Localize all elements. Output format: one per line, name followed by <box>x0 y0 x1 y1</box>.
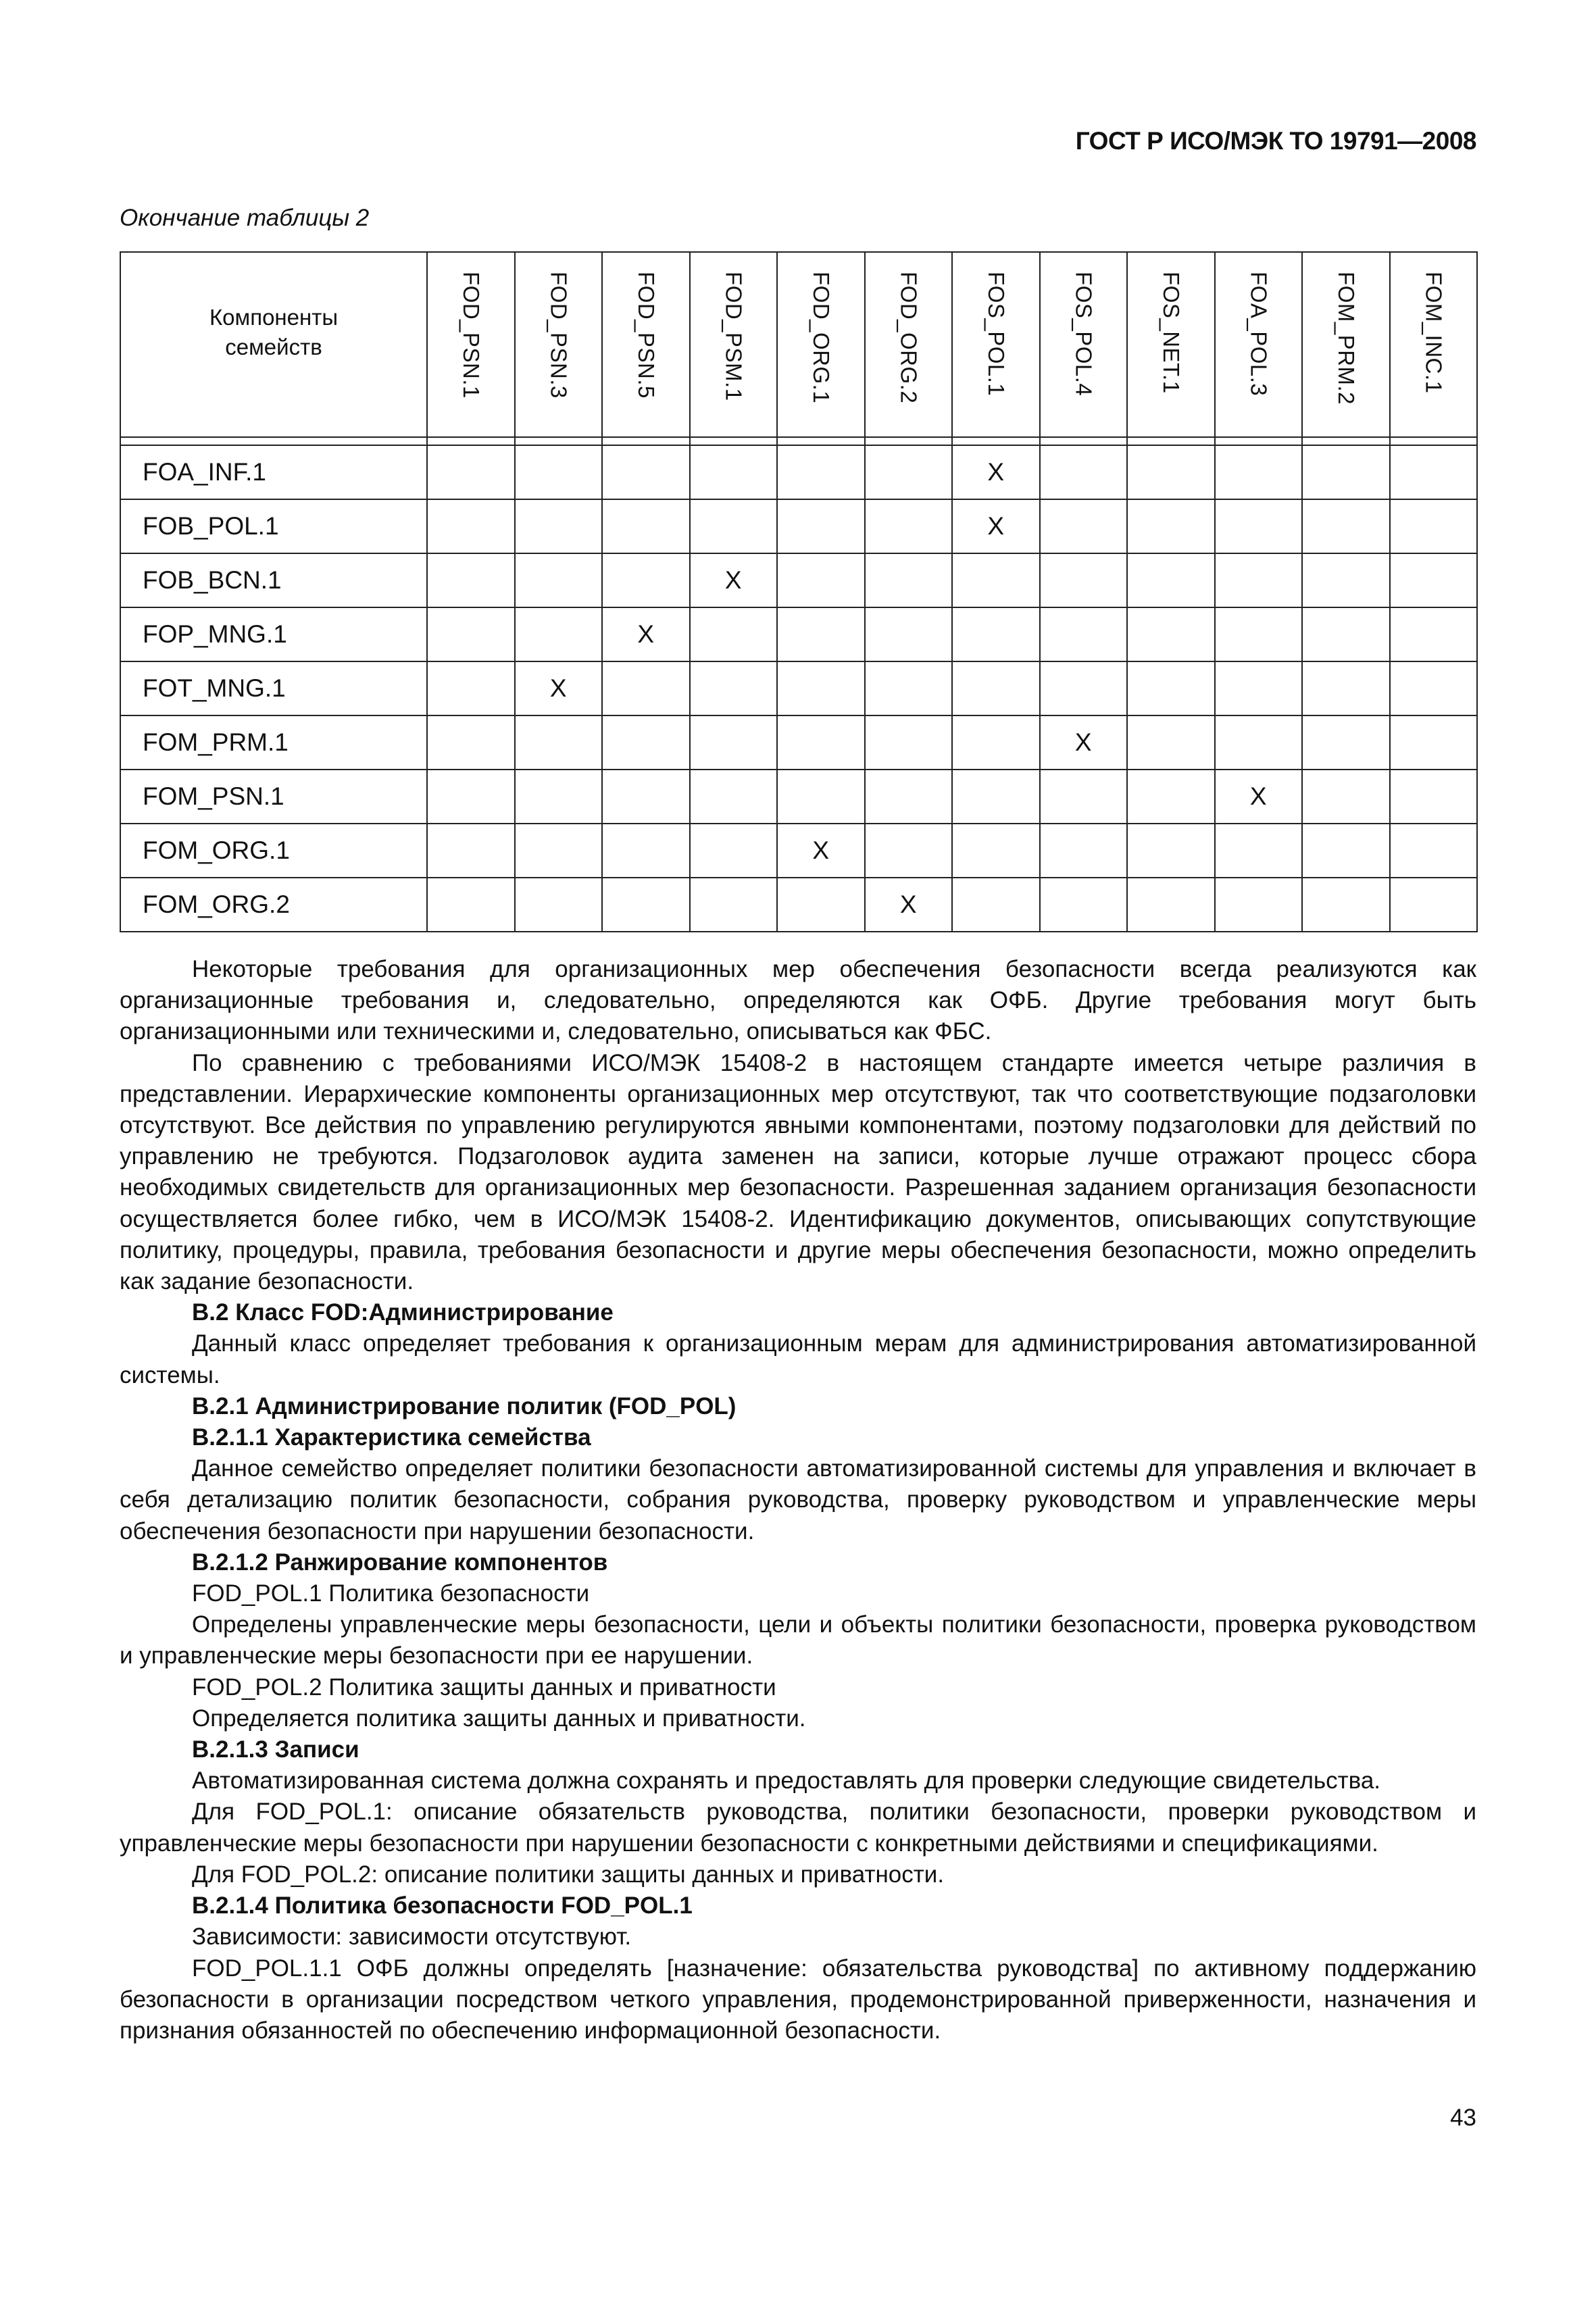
column-header: FOD_ORG.2 <box>865 252 953 437</box>
paragraph: Данное семейство определяет политики безопасности автоматизированной системы для управления и включает в себя детализацию политик безопасности, собрания руководства, проверку руководством и управленческие меры обеспечения безопасности при нарушении безопасности. <box>120 1455 1476 1544</box>
table-cell <box>952 878 1040 932</box>
table-cell <box>865 661 953 715</box>
table-cell <box>1390 607 1478 661</box>
table-cell <box>602 661 690 715</box>
table-cell <box>1302 445 1390 499</box>
table-cell <box>865 715 953 770</box>
section-heading: В.2.1.1 Характеристика семейства <box>192 1424 591 1451</box>
table-cell <box>1390 770 1478 824</box>
table-cell <box>1215 553 1303 607</box>
column-header: FOM_INC.1 <box>1390 252 1478 437</box>
standard-code-header: ГОСТ Р ИСО/МЭК ТО 19791—2008 <box>1075 127 1476 155</box>
table-cell <box>1390 553 1478 607</box>
table-cell <box>1302 499 1390 553</box>
paragraph: Автоматизированная система должна сохранять и предоставлять для проверки следующие свидетельства. <box>192 1767 1381 1794</box>
table-cell <box>1040 499 1128 553</box>
row-label: FOM_ORG.2 <box>120 878 427 932</box>
row-label: FOB_BCN.1 <box>120 553 427 607</box>
table-cell <box>1215 607 1303 661</box>
table-cell <box>427 499 515 553</box>
paragraph: Некоторые требования для организационных мер обеспечения безопасности всегда реализуются как организационные требования и, следовательно, определяются как ОФБ. Другие требования могут быть организационными или техническими и, следовательно, описываться как ФБС. <box>120 956 1476 1045</box>
row-label: FOM_PRM.1 <box>120 715 427 770</box>
table-cell <box>777 878 865 932</box>
table-cell <box>1215 878 1303 932</box>
table-cell <box>690 770 778 824</box>
table-cell <box>427 661 515 715</box>
table-row <box>120 715 1477 770</box>
table-cell <box>515 607 603 661</box>
row-label: FOP_MNG.1 <box>120 607 427 661</box>
table-cell <box>1215 499 1303 553</box>
table-caption: Окончание таблицы 2 <box>120 205 370 231</box>
table-cell <box>1040 607 1128 661</box>
table-cell <box>602 445 690 499</box>
table-cell <box>1302 824 1390 878</box>
table-cell <box>1127 824 1215 878</box>
row-label: FOB_POL.1 <box>120 499 427 553</box>
table-cell <box>1127 770 1215 824</box>
column-header: FOD_PSN.1 <box>427 252 515 437</box>
column-header: FOS_POL.4 <box>1040 252 1128 437</box>
paragraph: Для FOD_POL.2: описание политики защиты данных и приватности. <box>192 1861 945 1888</box>
table-cell <box>865 607 953 661</box>
table-cell <box>952 661 1040 715</box>
table-cell <box>515 824 603 878</box>
table-cell: X <box>602 607 690 661</box>
column-header: FOS_NET.1 <box>1127 252 1215 437</box>
table-cell <box>427 824 515 878</box>
table-row <box>120 553 1477 607</box>
table-cell <box>865 553 953 607</box>
section-heading: В.2.1 Администрирование политик (FOD_POL) <box>192 1392 737 1419</box>
section-heading: В.2.1.4 Политика безопасности FOD_POL.1 <box>192 1892 693 1919</box>
table-row <box>120 661 1477 715</box>
table-cell <box>690 445 778 499</box>
row-label: FOT_MNG.1 <box>120 661 427 715</box>
table-cell <box>777 445 865 499</box>
table-cell <box>427 770 515 824</box>
column-header: FOA_POL.3 <box>1215 252 1303 437</box>
table-cell <box>1215 715 1303 770</box>
table-cell <box>1215 445 1303 499</box>
table-cell <box>427 553 515 607</box>
table-cell <box>1390 661 1478 715</box>
table-cell <box>1127 878 1215 932</box>
table-cell <box>1127 607 1215 661</box>
table-cell: X <box>952 445 1040 499</box>
table-row <box>120 607 1477 661</box>
table-cell <box>952 715 1040 770</box>
table-cell <box>690 878 778 932</box>
table-cell <box>777 553 865 607</box>
table-cell <box>1127 661 1215 715</box>
table-cell <box>690 715 778 770</box>
table-cell: X <box>952 499 1040 553</box>
table-cell <box>865 770 953 824</box>
table-cell <box>1390 878 1478 932</box>
table-cell <box>515 499 603 553</box>
table-cell <box>1390 715 1478 770</box>
table-cell <box>1302 553 1390 607</box>
table-cell <box>1040 553 1128 607</box>
table-cell <box>952 553 1040 607</box>
table-cell <box>1390 499 1478 553</box>
paragraph: Данный класс определяет требования к организационным мерам для администрирования автоматизированной системы. <box>120 1330 1476 1388</box>
table-cell <box>427 715 515 770</box>
table-cell <box>1302 607 1390 661</box>
corner-line: семейств <box>225 334 322 359</box>
table-cell <box>1040 661 1128 715</box>
table-cell <box>602 553 690 607</box>
row-label: FOA_INF.1 <box>120 445 427 499</box>
table-cell <box>602 824 690 878</box>
table-cell <box>1127 715 1215 770</box>
table-cell: X <box>515 661 603 715</box>
paragraph: FOD_POL.1 Политика безопасности <box>192 1580 590 1607</box>
table-cell <box>427 878 515 932</box>
table-cell <box>690 499 778 553</box>
section-heading: В.2.1.2 Ранжирование компонентов <box>192 1549 608 1576</box>
table-cell <box>690 607 778 661</box>
column-header: FOD_PSN.3 <box>515 252 603 437</box>
table-cell <box>1390 824 1478 878</box>
table-row <box>120 770 1477 824</box>
table-cell: X <box>1215 770 1303 824</box>
table-cell <box>952 770 1040 824</box>
table-cell: X <box>1040 715 1128 770</box>
paragraph: Для FOD_POL.1: описание обязательств руководства, политики безопасности, проверки руководством и управленческие меры безопасности при нарушении безопасности с конкретными действиями и спецификациями. <box>120 1799 1476 1857</box>
table-cell <box>777 770 865 824</box>
column-header: FOM_PRM.2 <box>1302 252 1390 437</box>
table-cell <box>1040 445 1128 499</box>
table-row <box>120 824 1477 878</box>
table-cell <box>690 824 778 878</box>
table-cell <box>777 715 865 770</box>
table-cell <box>1302 661 1390 715</box>
column-header: FOD_PSM.1 <box>690 252 778 437</box>
table-header-row <box>120 252 1477 437</box>
table-cell <box>777 607 865 661</box>
paragraph: FOD_POL.1.1 ОФБ должны определять [назначение: обязательства руководства] по активному поддержанию безопасности в организации посредством четкого управления, продемонстрированной приверженности, назначения и признания обязанностей по обеспечению информационной безопасности. <box>120 1955 1476 2044</box>
body-text <box>120 954 1476 2046</box>
table-row <box>120 878 1477 932</box>
table-cell <box>865 445 953 499</box>
table-cell <box>865 824 953 878</box>
components-matrix-table <box>120 251 1478 932</box>
row-label: FOM_ORG.1 <box>120 824 427 878</box>
table-cell <box>515 445 603 499</box>
table-cell <box>690 661 778 715</box>
table-cell <box>602 715 690 770</box>
table-row <box>120 445 1477 499</box>
table-cell <box>1127 445 1215 499</box>
table-cell <box>865 499 953 553</box>
table-cell <box>1390 445 1478 499</box>
table-cell <box>1040 770 1128 824</box>
table-cell <box>515 878 603 932</box>
table-cell <box>1040 878 1128 932</box>
paragraph: Определяется политика защиты данных и приватности. <box>192 1705 806 1732</box>
corner-header <box>120 252 427 437</box>
table-cell <box>515 553 603 607</box>
table-cell <box>952 607 1040 661</box>
column-header: FOD_PSN.5 <box>602 252 690 437</box>
table-body <box>120 445 1477 932</box>
table-cell <box>1215 824 1303 878</box>
table-cell: X <box>777 824 865 878</box>
table-cell: X <box>690 553 778 607</box>
table-cell <box>427 607 515 661</box>
table-row <box>120 499 1477 553</box>
table-cell: X <box>865 878 953 932</box>
section-heading: В.2.1.3 Записи <box>192 1736 359 1763</box>
paragraph: Зависимости: зависимости отсутствуют. <box>192 1923 632 1951</box>
table-cell <box>1127 553 1215 607</box>
table-cell <box>777 499 865 553</box>
paragraph: Определены управленческие меры безопасности, цели и объекты политики безопасности, проверка руководством и управленческие меры безопасности при ее нарушении. <box>120 1611 1476 1669</box>
table-cell <box>1127 499 1215 553</box>
column-header: FOS_POL.1 <box>952 252 1040 437</box>
table-cell <box>1302 878 1390 932</box>
table-cell <box>777 661 865 715</box>
table-cell <box>427 445 515 499</box>
table-cell <box>1302 715 1390 770</box>
table-cell <box>515 715 603 770</box>
table-cell <box>602 878 690 932</box>
table-cell <box>1040 824 1128 878</box>
section-heading: В.2 Класс FOD:Администрирование <box>192 1299 614 1326</box>
paragraph: По сравнению с требованиями ИСО/МЭК 15408-2 в настоящем стандарте имеется четыре различия в представлении. Иерархические компоненты организационных мер отсутствуют, так что соответствующие подзаголовки отсутствуют. Все действия по управлению регулируются явными компонентами, поэтому подзаголовки для действий по управлению не требуются. Подзаголовок аудита заменен на записи, которые лучше отражают процесс сбора необходимых свидетельств для организационных мер безопасности. Разрешенная заданием организация безопасности осуществляется более гибко, чем в ИСО/МЭК 15408-2. Идентификацию документов, описывающих сопутствующие политику, процедуры, правила, требования безопасности и другие меры обеспечения безопасности, можно определить как задание безопасности. <box>120 1049 1476 1295</box>
paragraph: FOD_POL.2 Политика защиты данных и приватности <box>192 1674 776 1701</box>
page-number: 43 <box>1450 2105 1476 2131</box>
table-cell <box>515 770 603 824</box>
table-cell <box>1215 661 1303 715</box>
column-header: FOD_ORG.1 <box>777 252 865 437</box>
table-cell <box>602 499 690 553</box>
header-separator-row <box>120 437 1477 445</box>
table-cell <box>1302 770 1390 824</box>
table-cell <box>952 824 1040 878</box>
row-label: FOM_PSN.1 <box>120 770 427 824</box>
table-cell <box>602 770 690 824</box>
corner-line: Компоненты <box>209 305 339 330</box>
